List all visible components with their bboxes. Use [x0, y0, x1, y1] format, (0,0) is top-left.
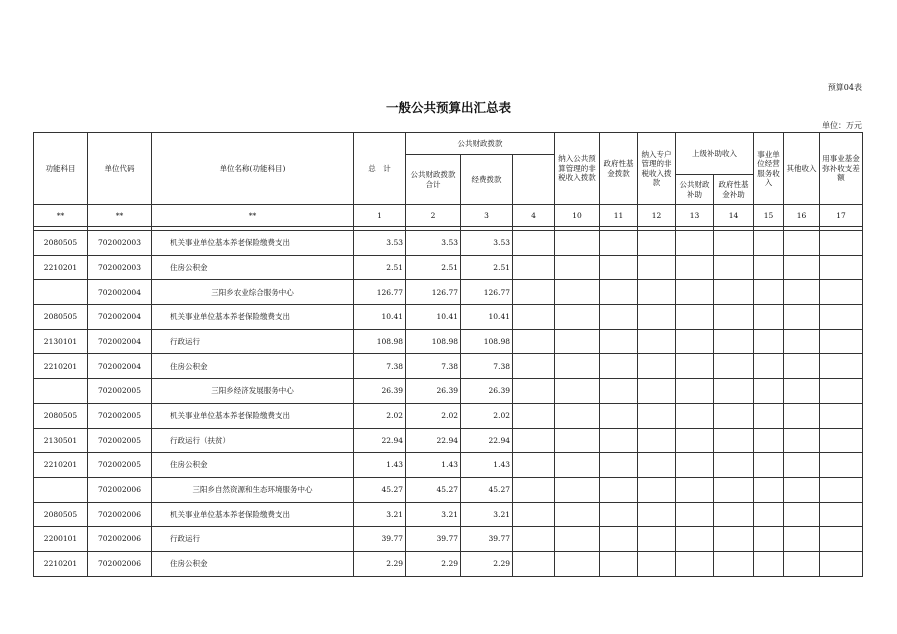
- empty-cell: [600, 403, 638, 428]
- empty-cell: [513, 379, 555, 404]
- empty-cell: [754, 354, 784, 379]
- unit-code-cell: 702002004: [88, 354, 152, 379]
- empty-cell: [638, 527, 676, 552]
- index-cell: 16: [784, 205, 820, 227]
- empty-cell: [820, 477, 863, 502]
- table-row: [34, 231, 863, 256]
- func-subject-cell: 2080505: [34, 305, 88, 330]
- unit-name-cell: 行政运行（扶贫）: [152, 428, 354, 453]
- empty-cell: [600, 477, 638, 502]
- empty-cell: [638, 551, 676, 576]
- unit-code-cell: 702002005: [88, 428, 152, 453]
- public-fiscal-total-cell: 126.77: [406, 280, 461, 305]
- empty-cell: [600, 428, 638, 453]
- index-cell: **: [88, 205, 152, 227]
- empty-cell: [820, 379, 863, 404]
- total-cell: 3.53: [354, 231, 406, 256]
- operating-funds-cell: 2.51: [461, 255, 513, 280]
- index-cell: 10: [555, 205, 600, 227]
- table-row: [34, 403, 863, 428]
- public-fiscal-total-cell: 2.02: [406, 403, 461, 428]
- empty-cell: [754, 502, 784, 527]
- empty-cell: [714, 305, 754, 330]
- empty-cell: [513, 403, 555, 428]
- unit-name-cell: 机关事业单位基本养老保险缴费支出: [152, 231, 354, 256]
- unit-name-cell: 行政运行: [152, 527, 354, 552]
- empty-cell: [555, 527, 600, 552]
- empty-cell: [820, 231, 863, 256]
- unit-code-cell: 702002003: [88, 231, 152, 256]
- index-cell: 17: [820, 205, 863, 227]
- table-row: [34, 280, 863, 305]
- empty-cell: [754, 477, 784, 502]
- empty-cell: [638, 329, 676, 354]
- table-row: [34, 255, 863, 280]
- empty-cell: [638, 354, 676, 379]
- unit-name-cell: 三阳乡农业综合服务中心: [152, 280, 354, 305]
- total-cell: 22.94: [354, 428, 406, 453]
- index-cell: 2: [406, 205, 461, 227]
- empty-cell: [676, 453, 714, 478]
- func-subject-cell: [34, 477, 88, 502]
- total-cell: 108.98: [354, 329, 406, 354]
- empty-cell: [555, 379, 600, 404]
- empty-cell: [600, 551, 638, 576]
- unit-name-cell: 机关事业单位基本养老保险缴费支出: [152, 502, 354, 527]
- header-other-income: 其他收入: [784, 133, 820, 205]
- index-cell: **: [152, 205, 354, 227]
- empty-cell: [638, 502, 676, 527]
- header-operating-funds: 经费拨款: [461, 155, 513, 205]
- empty-cell: [638, 231, 676, 256]
- empty-cell: [600, 379, 638, 404]
- operating-funds-cell: 1.43: [461, 453, 513, 478]
- empty-cell: [600, 280, 638, 305]
- table-row: [34, 502, 863, 527]
- func-subject-cell: 2080505: [34, 403, 88, 428]
- empty-cell: [676, 403, 714, 428]
- public-fiscal-total-cell: 3.21: [406, 502, 461, 527]
- empty-cell: [555, 231, 600, 256]
- empty-cell: [555, 428, 600, 453]
- unit-name-cell: 住房公积金: [152, 551, 354, 576]
- empty-cell: [600, 255, 638, 280]
- header-gov-fund-subsidy: 政府性基金补助: [714, 175, 754, 205]
- empty-cell: [513, 305, 555, 330]
- index-cell: 3: [461, 205, 513, 227]
- operating-funds-cell: 3.21: [461, 502, 513, 527]
- empty-cell: [513, 527, 555, 552]
- empty-cell: [820, 305, 863, 330]
- header-non-tax-in-budget: 纳入公共预算管理的非税收入拨款: [555, 133, 600, 205]
- empty-cell: [676, 477, 714, 502]
- table-row: [34, 551, 863, 576]
- empty-cell: [784, 231, 820, 256]
- empty-cell: [754, 280, 784, 305]
- table-row: [34, 379, 863, 404]
- empty-cell: [714, 502, 754, 527]
- empty-cell: [754, 453, 784, 478]
- empty-cell: [638, 305, 676, 330]
- func-subject-cell: 2200101: [34, 527, 88, 552]
- func-subject-cell: 2130101: [34, 329, 88, 354]
- unit-code-cell: 702002004: [88, 305, 152, 330]
- operating-funds-cell: 2.02: [461, 403, 513, 428]
- header-unit-name: 单位名称(功能科目): [152, 133, 354, 205]
- empty-cell: [638, 403, 676, 428]
- unit-code-cell: 702002004: [88, 329, 152, 354]
- empty-cell: [555, 354, 600, 379]
- header-public-fiscal: 公共财政拨款: [406, 133, 555, 155]
- empty-cell: [820, 453, 863, 478]
- operating-funds-cell: 39.77: [461, 527, 513, 552]
- empty-cell: [754, 305, 784, 330]
- operating-funds-cell: 126.77: [461, 280, 513, 305]
- unit-name-cell: 行政运行: [152, 329, 354, 354]
- empty-cell: [600, 329, 638, 354]
- empty-cell: [784, 477, 820, 502]
- header-total: 总 计: [354, 133, 406, 205]
- header-unit-code: 单位代码: [88, 133, 152, 205]
- operating-funds-cell: 45.27: [461, 477, 513, 502]
- public-fiscal-total-cell: 22.94: [406, 428, 461, 453]
- empty-cell: [784, 453, 820, 478]
- empty-cell: [555, 280, 600, 305]
- empty-cell: [676, 329, 714, 354]
- empty-cell: [513, 329, 555, 354]
- operating-funds-cell: 3.53: [461, 231, 513, 256]
- empty-cell: [714, 231, 754, 256]
- empty-cell: [600, 527, 638, 552]
- total-cell: 3.21: [354, 502, 406, 527]
- empty-cell: [676, 280, 714, 305]
- table-row: [34, 329, 863, 354]
- header-func-subject: 功能科目: [34, 133, 88, 205]
- empty-cell: [754, 255, 784, 280]
- unit-code-cell: 702002006: [88, 527, 152, 552]
- empty-cell: [784, 428, 820, 453]
- public-fiscal-total-cell: 26.39: [406, 379, 461, 404]
- empty-cell: [513, 231, 555, 256]
- index-cell: 11: [600, 205, 638, 227]
- empty-cell: [820, 551, 863, 576]
- unit-name-cell: 机关事业单位基本养老保险缴费支出: [152, 305, 354, 330]
- total-cell: 1.43: [354, 453, 406, 478]
- public-fiscal-total-cell: 3.53: [406, 231, 461, 256]
- empty-cell: [676, 502, 714, 527]
- page-title: 一般公共预算出汇总表: [385, 100, 511, 115]
- unit-code-cell: 702002006: [88, 551, 152, 576]
- func-subject-cell: 2210201: [34, 255, 88, 280]
- table-row: [34, 305, 863, 330]
- empty-cell: [714, 527, 754, 552]
- empty-cell: [784, 527, 820, 552]
- table-row: [34, 453, 863, 478]
- empty-cell: [513, 428, 555, 453]
- empty-cell: [820, 255, 863, 280]
- empty-cell: [784, 280, 820, 305]
- total-cell: 2.51: [354, 255, 406, 280]
- operating-funds-cell: 10.41: [461, 305, 513, 330]
- func-subject-cell: 2210201: [34, 354, 88, 379]
- index-row: [34, 205, 863, 227]
- func-subject-cell: 2130501: [34, 428, 88, 453]
- empty-cell: [513, 453, 555, 478]
- empty-cell: [555, 255, 600, 280]
- func-subject-cell: 2210201: [34, 453, 88, 478]
- table-row: [34, 527, 863, 552]
- empty-cell: [714, 453, 754, 478]
- empty-cell: [555, 551, 600, 576]
- total-cell: 126.77: [354, 280, 406, 305]
- unit-name-cell: 三阳乡自然资源和生态环境服务中心: [152, 477, 354, 502]
- empty-cell: [820, 403, 863, 428]
- operating-funds-cell: 26.39: [461, 379, 513, 404]
- unit-code-cell: 702002005: [88, 379, 152, 404]
- empty-cell: [638, 280, 676, 305]
- empty-cell: [820, 280, 863, 305]
- header-fund-balance: 用事业基金弥补收支差额: [820, 133, 863, 205]
- unit-name-cell: 住房公积金: [152, 354, 354, 379]
- total-cell: 45.27: [354, 477, 406, 502]
- empty-cell: [513, 255, 555, 280]
- table-body: [34, 231, 863, 577]
- empty-cell: [638, 453, 676, 478]
- empty-cell: [714, 551, 754, 576]
- empty-cell: [754, 527, 784, 552]
- empty-cell: [754, 329, 784, 354]
- empty-cell: [714, 428, 754, 453]
- unit-code-cell: 702002004: [88, 280, 152, 305]
- func-subject-cell: [34, 379, 88, 404]
- empty-cell: [784, 354, 820, 379]
- empty-cell: [676, 305, 714, 330]
- index-cell: **: [34, 205, 88, 227]
- func-subject-cell: [34, 280, 88, 305]
- empty-cell: [784, 502, 820, 527]
- empty-cell: [513, 502, 555, 527]
- table-row: [34, 428, 863, 453]
- index-cell: 12: [638, 205, 676, 227]
- empty-cell: [820, 502, 863, 527]
- empty-cell: [513, 551, 555, 576]
- unit-label: 单位：万元: [822, 121, 862, 130]
- empty-cell: [714, 477, 754, 502]
- empty-cell: [714, 329, 754, 354]
- total-cell: 10.41: [354, 305, 406, 330]
- table-row: [34, 354, 863, 379]
- total-cell: 2.02: [354, 403, 406, 428]
- func-subject-cell: 2210201: [34, 551, 88, 576]
- empty-cell: [555, 502, 600, 527]
- empty-cell: [600, 354, 638, 379]
- empty-cell: [754, 403, 784, 428]
- header-business-income: 事业单位经营服务收入: [754, 133, 784, 205]
- operating-funds-cell: 108.98: [461, 329, 513, 354]
- unit-code-cell: 702002005: [88, 453, 152, 478]
- form-number: 预算04表: [827, 83, 862, 92]
- empty-cell: [784, 305, 820, 330]
- index-cell: 15: [754, 205, 784, 227]
- empty-cell: [600, 502, 638, 527]
- empty-cell: [784, 551, 820, 576]
- unit-name-cell: 住房公积金: [152, 255, 354, 280]
- unit-name-cell: 住房公积金: [152, 453, 354, 478]
- empty-cell: [555, 453, 600, 478]
- empty-cell: [600, 453, 638, 478]
- empty-cell: [600, 231, 638, 256]
- public-fiscal-total-cell: 108.98: [406, 329, 461, 354]
- empty-cell: [714, 255, 754, 280]
- empty-cell: [638, 428, 676, 453]
- empty-cell: [714, 403, 754, 428]
- empty-cell: [784, 255, 820, 280]
- budget-table: [33, 132, 863, 577]
- empty-cell: [555, 329, 600, 354]
- empty-cell: [513, 280, 555, 305]
- header-blank: [513, 155, 555, 205]
- empty-cell: [676, 231, 714, 256]
- total-cell: 7.38: [354, 354, 406, 379]
- empty-cell: [600, 305, 638, 330]
- header-special-nontax: 纳入专户管理的非税收入拨款: [638, 133, 676, 205]
- empty-cell: [676, 428, 714, 453]
- public-fiscal-total-cell: 45.27: [406, 477, 461, 502]
- empty-cell: [820, 354, 863, 379]
- empty-cell: [513, 354, 555, 379]
- unit-code-cell: 702002006: [88, 477, 152, 502]
- header-public-fiscal-total: 公共财政拨款合计: [406, 155, 461, 205]
- empty-cell: [784, 403, 820, 428]
- operating-funds-cell: 2.29: [461, 551, 513, 576]
- total-cell: 39.77: [354, 527, 406, 552]
- empty-cell: [754, 379, 784, 404]
- total-cell: 26.39: [354, 379, 406, 404]
- empty-cell: [714, 354, 754, 379]
- func-subject-cell: 2080505: [34, 502, 88, 527]
- index-cell: 14: [714, 205, 754, 227]
- empty-cell: [754, 551, 784, 576]
- empty-cell: [676, 527, 714, 552]
- unit-code-cell: 702002006: [88, 502, 152, 527]
- empty-cell: [555, 403, 600, 428]
- public-fiscal-total-cell: 7.38: [406, 354, 461, 379]
- empty-cell: [820, 527, 863, 552]
- table-row: [34, 477, 863, 502]
- operating-funds-cell: 7.38: [461, 354, 513, 379]
- header-upper-subsidy: 上级补助收入: [676, 133, 754, 175]
- public-fiscal-total-cell: 39.77: [406, 527, 461, 552]
- unit-name-cell: 机关事业单位基本养老保险缴费支出: [152, 403, 354, 428]
- empty-cell: [676, 354, 714, 379]
- empty-cell: [676, 379, 714, 404]
- empty-cell: [714, 379, 754, 404]
- public-fiscal-total-cell: 10.41: [406, 305, 461, 330]
- empty-cell: [676, 255, 714, 280]
- empty-cell: [638, 379, 676, 404]
- total-cell: 2.29: [354, 551, 406, 576]
- unit-name-cell: 三阳乡经济发展服务中心: [152, 379, 354, 404]
- empty-cell: [784, 329, 820, 354]
- index-cell: 1: [354, 205, 406, 227]
- empty-cell: [820, 428, 863, 453]
- empty-cell: [820, 329, 863, 354]
- empty-cell: [555, 305, 600, 330]
- index-cell: 4: [513, 205, 555, 227]
- operating-funds-cell: 22.94: [461, 428, 513, 453]
- public-fiscal-total-cell: 2.29: [406, 551, 461, 576]
- empty-cell: [555, 477, 600, 502]
- empty-cell: [784, 379, 820, 404]
- unit-code-cell: 702002005: [88, 403, 152, 428]
- empty-cell: [513, 477, 555, 502]
- empty-cell: [754, 231, 784, 256]
- public-fiscal-total-cell: 2.51: [406, 255, 461, 280]
- empty-cell: [754, 428, 784, 453]
- empty-cell: [638, 255, 676, 280]
- func-subject-cell: 2080505: [34, 231, 88, 256]
- public-fiscal-total-cell: 1.43: [406, 453, 461, 478]
- empty-cell: [676, 551, 714, 576]
- empty-cell: [638, 477, 676, 502]
- empty-cell: [714, 280, 754, 305]
- header-gov-fund: 政府性基金拨款: [600, 133, 638, 205]
- header-public-fiscal-subsidy: 公共财政补助: [676, 175, 714, 205]
- index-cell: 13: [676, 205, 714, 227]
- unit-code-cell: 702002003: [88, 255, 152, 280]
